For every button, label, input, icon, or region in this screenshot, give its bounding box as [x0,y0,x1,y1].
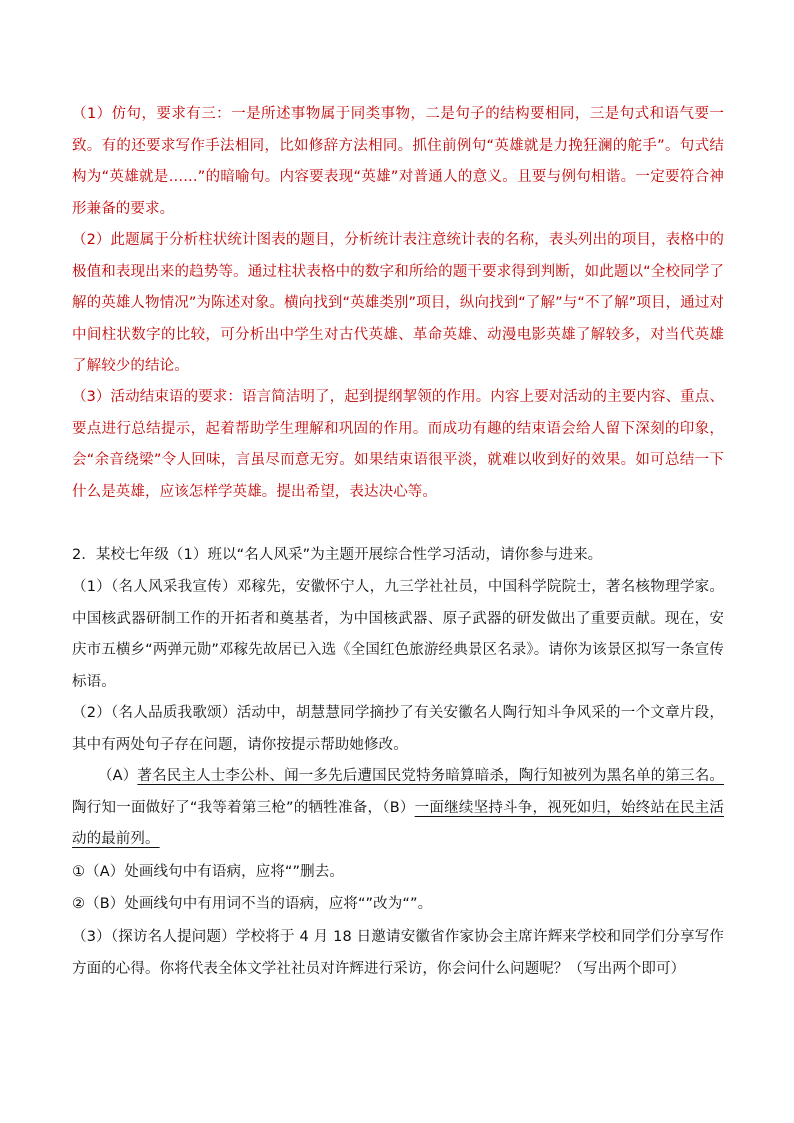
quoted-passage-text [72,761,724,856]
underlined-sentence-a: 著名民主人士李公朴、闻一多先后遭国民党特务暗算暗杀，陶行知被列为黑名单的第三名。 [137,768,724,784]
question-2-title [72,540,724,572]
answer-1-paragraph [72,99,724,225]
question-2-sub-1 [72,572,724,698]
passage-middle: 陶行知一面做好了“我等着第三枪”的牺牲准备，（B） [72,799,415,816]
question-2-item-2-text: ②（B）处画线句中有用词不当的语病，应将“”改为“”。 [72,896,433,912]
question-2-sub-2-text: （2）（名人品质我歌颂）活动中，胡慧慧同学摘抄了有关安徽名人陶行知斗争风采的一个文章片段，其中有两处句子存在问题，请你按提示帮助她修改。 [72,705,724,753]
question-2-sub-3-text: （3）（探访名人提问题）学校将于 4 月 18 日邀请安徽省作家协会主席许辉来学校和同学们分享写作方面的心得。你将代表全体文学社社员对许辉进行采访，你会问什么问题呢？（写出两个即可） [72,929,724,977]
answer-3-text: （3）活动结束语的要求：语言简洁明了，起到提纲挈领的作用。内容上要对活动的主要内容、重点、要点进行总结提示，起着帮助学生理解和巩固的作用。而成功有趣的结束语会给人留下深刻的印象，会“余音绕梁”令人回味，言虽尽而意无穷。如果结束语很平淡，就难以收到好的效果。如可总结一下什么是英雄，应该怎样学英雄。提出希望，表达决心等。 [72,389,724,500]
answer-3-paragraph [72,382,724,508]
question-2-title-text: 2．某校七年级（1）班以“名人风采”为主题开展综合性学习活动，请你参与进来。 [72,547,603,563]
question-2-item-1 [72,857,724,889]
underlined-sentence-b: 一面继续坚持斗争，视死如归，始终站在民主活动的最前列。 [72,799,724,847]
quoted-passage [72,761,724,856]
question-2-sub-2 [72,698,724,761]
question-2-item-1-text: ①（A）处画线句中有语病，应将“”删去。 [72,864,344,880]
answer-2-paragraph [72,225,724,383]
marker-a: （A） [98,768,138,784]
question-2-sub-3 [72,922,724,985]
answer-1-text: （1）仿句，要求有三：一是所述事物属于同类事物，二是句子的结构要相同，三是句式和语气要一致。有的还要求写作手法相同，比如修辞方法相同。抓住前例句“英雄就是力挽狂澜的舵手”。句式结构为“英雄就是……”的暗喻句。内容要表现“英雄”对普通人的意义。且要与例句相谐。一定要符合神形兼备的要求。 [72,106,724,217]
answer-2-text: （2）此题属于分析柱状统计图表的题目，分析统计表注意统计表的名称，表头列出的项目，表格中的极值和表现出来的趋势等。通过柱状表格中的数字和所给的题干要求得到判断，如此题以“全校同学了解的英雄人物情况”为陈述对象。横向找到“英雄类别”项目，纵向找到“了解”与“不了解”项目，通过对中间柱状数字的比较，可分析出中学生对古代英雄、革命英雄、动漫电影英雄了解较多，对当代英雄了解较少的结论。 [72,232,724,374]
question-2-sub-1-text: （1）（名人风采我宣传）邓稼先，安徽怀宁人，九三学社社员，中国科学院院士，著名核物理学家。中国核武器研制工作的开拓者和奠基者，为中国核武器、原子武器的研发做出了重要贡献。现在，安庆市五横乡“两弹元勋”邓稼先故居已入选《全国红色旅游经典景区名录》。请你为该景区拟写一条宣传标语。 [72,579,724,690]
question-2-item-2 [72,889,724,921]
